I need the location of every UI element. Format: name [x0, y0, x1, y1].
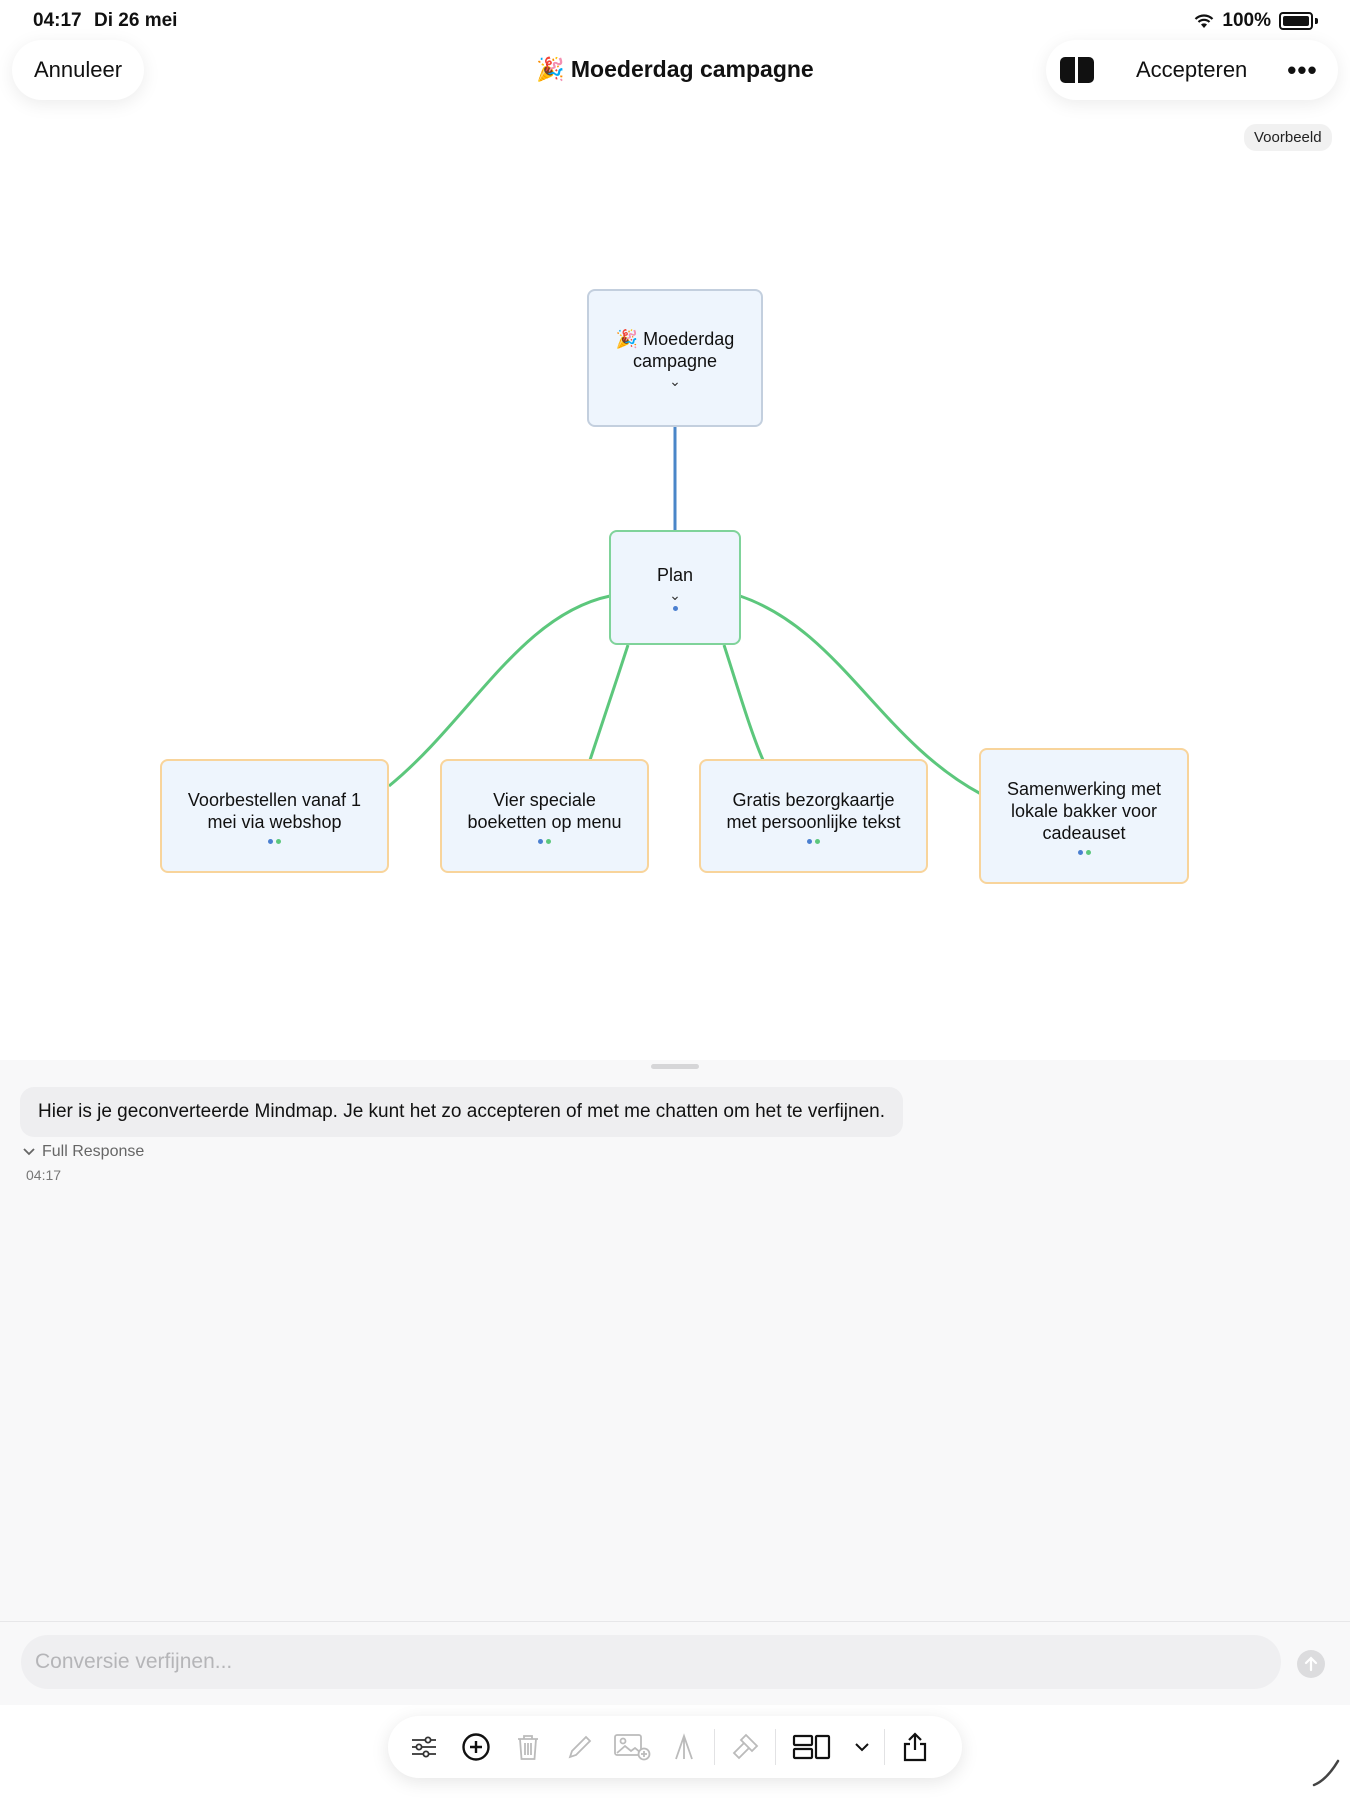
toolbar-divider [775, 1729, 776, 1765]
image-add-icon[interactable] [606, 1721, 658, 1773]
preview-badge: Voorbeeld [1244, 124, 1332, 151]
more-options-button[interactable]: ••• [1287, 55, 1318, 85]
pen-icon[interactable] [554, 1721, 606, 1773]
toolbar-divider [884, 1729, 885, 1765]
connector-plan-child-3 [724, 645, 763, 760]
battery-percent: 100% [1222, 10, 1271, 31]
party-popper-icon: 🎉 [615, 329, 639, 349]
child-node-label-1: Vier speciale [493, 789, 596, 810]
format-brush-icon[interactable] [719, 1721, 771, 1773]
cancel-button[interactable]: Annuleer [12, 40, 144, 100]
child-node-label-2: mei via webshop [207, 811, 342, 832]
node-status-dots [1078, 850, 1091, 855]
root-node-label-2: campagne [632, 351, 718, 371]
chevron-down-icon[interactable] [844, 1721, 880, 1773]
child-node-label-1: Gratis bezorgkaartje [732, 789, 895, 810]
arrow-up-icon [1304, 1656, 1318, 1672]
layout-icon[interactable] [780, 1721, 844, 1773]
mindmap-child-node[interactable] [699, 759, 928, 873]
status-date: Di 26 mei [94, 10, 178, 31]
assistant-message-bubble: Hier is je geconverteerde Mindmap. Je kunt het zo accepteren of met me chatten om het te verfijnen. [20, 1087, 903, 1137]
plan-node-label: Plan [656, 565, 694, 585]
connector-plan-child-1 [389, 596, 610, 786]
sliders-icon[interactable] [398, 1721, 450, 1773]
party-popper-icon: 🎉 [536, 56, 565, 82]
connector-plan-child-2 [590, 645, 628, 760]
chevron-down-icon [22, 1147, 36, 1157]
chevron-down-icon[interactable]: ⌄ [669, 587, 681, 603]
bottom-toolbar [388, 1716, 962, 1778]
panel-grabber-handle[interactable] [651, 1064, 699, 1069]
full-response-label: Full Response [42, 1143, 145, 1160]
child-node-label-2: met persoonlijke tekst [726, 811, 901, 832]
trash-icon[interactable] [502, 1721, 554, 1773]
node-status-dots [538, 839, 551, 844]
mindmap-child-node[interactable] [440, 759, 649, 873]
node-status-dots [268, 839, 281, 844]
child-node-label-2: boeketten op menu [467, 811, 622, 832]
add-icon[interactable] [450, 1721, 502, 1773]
toolbar-divider [714, 1729, 715, 1765]
mindmap-plan-node[interactable] [609, 530, 741, 645]
chat-panel [0, 1060, 1350, 1705]
page-title-text: Moederdag campagne [570, 56, 814, 82]
child-node-label-3: cadeauset [1042, 822, 1126, 843]
pencil-swipe-indicator [1310, 1757, 1342, 1789]
full-response-toggle[interactable] [22, 1143, 144, 1161]
mindmap-child-node[interactable] [160, 759, 389, 873]
share-icon[interactable] [889, 1721, 941, 1773]
send-button[interactable] [1297, 1650, 1325, 1678]
child-node-label-1: Voorbestellen vanaf 1 [187, 789, 362, 810]
message-timestamp: 04:17 [26, 1167, 62, 1183]
child-node-label-1: Samenwerking met [1006, 778, 1162, 799]
mindmap-root-node[interactable] [587, 289, 763, 427]
node-status-dots [807, 839, 820, 844]
chevron-down-icon[interactable]: ⌄ [669, 373, 681, 389]
root-node-label-1: Moederdag [643, 329, 735, 349]
text-style-icon[interactable] [658, 1721, 710, 1773]
input-divider [0, 1621, 1350, 1622]
mindmap-child-node[interactable] [979, 748, 1189, 884]
child-node-label-2: lokale bakker voor [1010, 800, 1158, 821]
accept-button[interactable]: Accepteren [1136, 57, 1248, 82]
refine-conversion-input[interactable] [21, 1635, 1281, 1689]
status-time: 04:17 [33, 10, 82, 31]
node-status-dots [673, 606, 678, 611]
root-node-title-line1 [616, 328, 735, 350]
